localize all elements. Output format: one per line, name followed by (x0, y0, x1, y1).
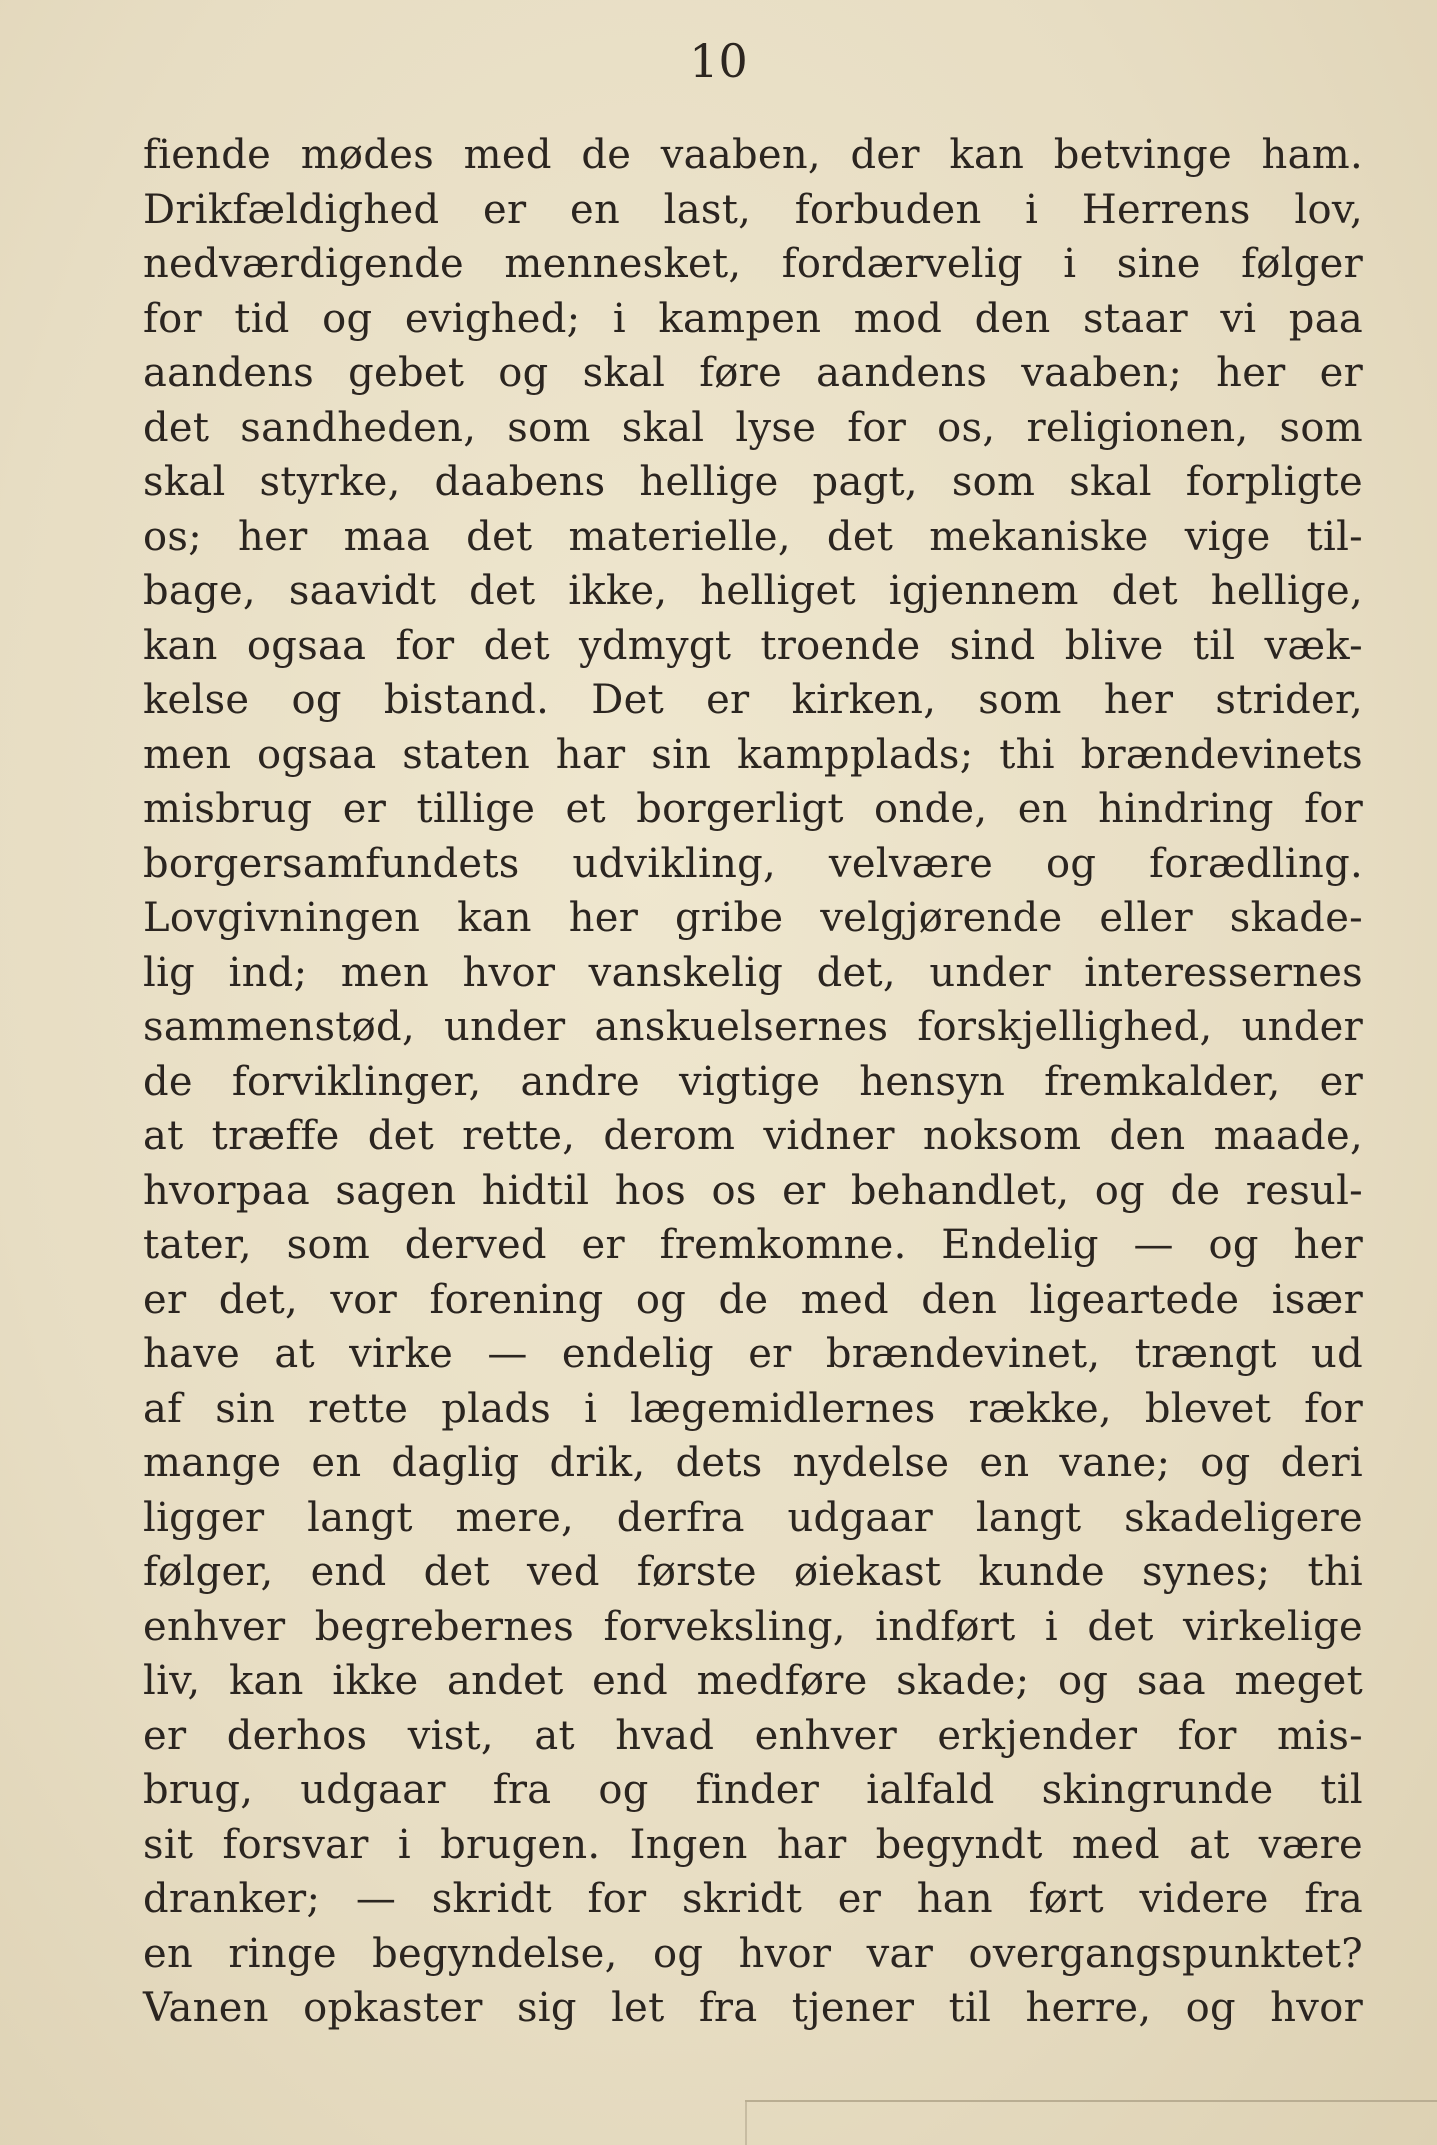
text-line: kelse og bistand. Det er kirken, som her strider, (143, 677, 1363, 723)
page-edge-mark (745, 2102, 747, 2145)
text-line: ligger langt mere, derfra udgaar langt skadeligere (143, 1494, 1363, 1541)
text-line: Lovgivningen kan her gribe velgjørende eller skade- (143, 895, 1363, 941)
text-line: mange en daglig drik, dets nydelse en vane; og deri (143, 1440, 1363, 1486)
text-line: borgersamfundets udvikling, velvære og forædling. (143, 840, 1363, 887)
text-line: tater, som derved er fremkomne. Endelig — og her (143, 1222, 1363, 1268)
text-line: os; her maa det materielle, det mekaniske vige til- (143, 513, 1363, 560)
text-line: at træffe det rette, derom vidner noksom den maade, (143, 1113, 1363, 1159)
text-line: af sin rette plads i lægemidlernes række, blevet for (143, 1385, 1363, 1432)
text-line: Vanen opkaster sig let fra tjener til herre, og hvor (143, 1985, 1363, 2031)
text-line: bage, saavidt det ikke, helliget igjennem det hellige, (143, 568, 1363, 614)
text-line: have at virke — endelig er brændevinet, trængt ud (143, 1331, 1363, 1377)
text-line: en ringe begyndelse, og hvor var overgangspunktet? (143, 1930, 1363, 1977)
text-line: sit forsvar i brugen. Ingen har begyndt med at være (143, 1821, 1363, 1868)
text-line: enhver begrebernes forveksling, indført i det virkelige (143, 1603, 1363, 1650)
body-text (143, 128, 1363, 2036)
text-line: hvorpaa sagen hidtil hos os er behandlet, og de resul- (143, 1167, 1363, 1214)
text-line: lig ind; men hvor vanskelig det, under interessernes (143, 949, 1363, 996)
text-line: det sandheden, som skal lyse for os, religionen, som (143, 404, 1363, 451)
text-line: følger, end det ved første øiekast kunde synes; thi (143, 1549, 1363, 1595)
text-line: skal styrke, daabens hellige pagt, som skal forpligte (143, 459, 1363, 505)
text-line: de forviklinger, andre vigtige hensyn fremkalder, er (143, 1058, 1363, 1105)
text-line: brug, udgaar fra og finder ialfald skingrunde til (143, 1767, 1363, 1813)
page-edge-rule (745, 2100, 1437, 2102)
text-line: Drikfældighed er en last, forbuden i Herrens lov, (143, 186, 1363, 233)
page-number: 10 (689, 34, 748, 88)
text-line: aandens gebet og skal føre aandens vaaben; her er (143, 350, 1363, 396)
text-line: er derhos vist, at hvad enhver erkjender for mis- (143, 1712, 1363, 1759)
text-line: for tid og evighed; i kampen mod den staar vi paa (143, 295, 1363, 342)
text-line: kan ogsaa for det ydmygt troende sind blive til væk- (143, 622, 1363, 669)
text-line: fiende mødes med de vaaben, der kan betvinge ham. (143, 132, 1363, 178)
text-line: er det, vor forening og de med den ligeartede især (143, 1276, 1363, 1323)
text-line: liv, kan ikke andet end medføre skade; og saa meget (143, 1658, 1363, 1704)
text-line: sammenstød, under anskuelsernes forskjellighed, under (143, 1004, 1363, 1050)
text-line: dranker; — skridt for skridt er han ført videre fra (143, 1876, 1363, 1922)
text-line: nedværdigende mennesket, fordærvelig i sine følger (143, 241, 1363, 287)
text-line: misbrug er tillige et borgerligt onde, en hindring for (143, 786, 1363, 832)
text-line: men ogsaa staten har sin kampplads; thi brændevinets (143, 731, 1363, 778)
